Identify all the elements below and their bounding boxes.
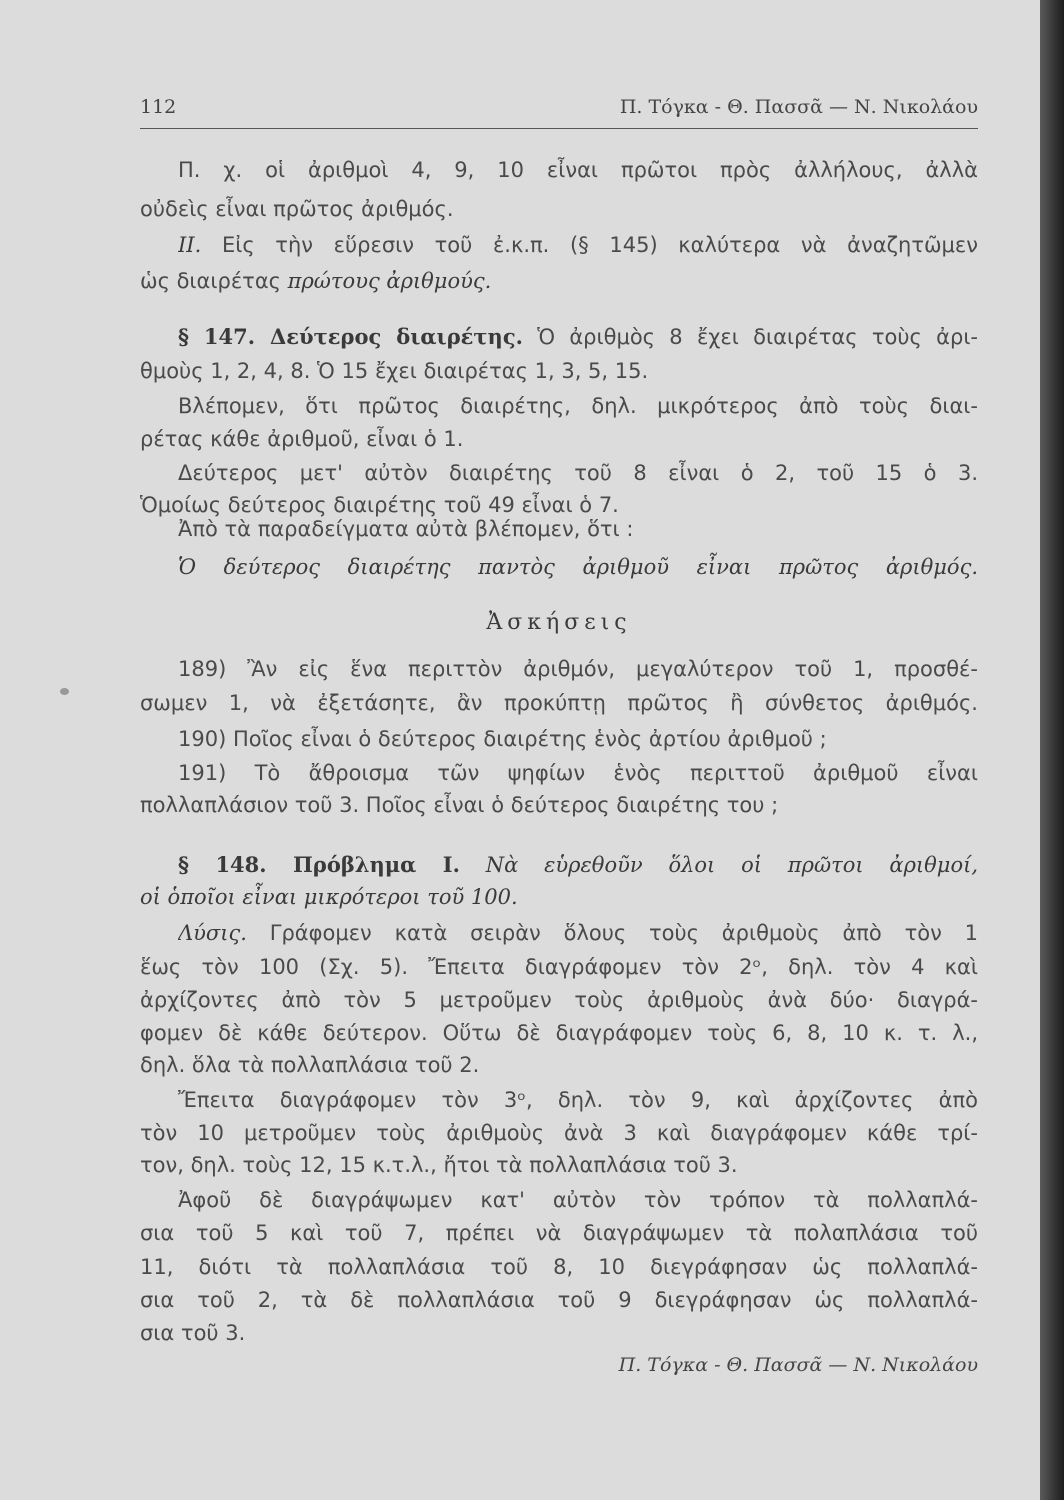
section-heading: § 147. Δεύτερος διαιρέτης. [178, 324, 523, 349]
text-span: Εἰς τὴν εὕρεσιν τοῦ ἐ.κ.π. (§ 145) καλύτερα νὰ ἀναζητῶμεν [201, 233, 978, 257]
text-line: ἕως τὸν 100 (Σχ. 5). Ἔπειτα διαγράφομεν τὸν 2ᵒ, δηλ. τὸν 4 καὶ [140, 955, 978, 979]
text-line: Βλέπομεν, ὅτι πρῶτος διαιρέτης, δηλ. μικρότερος ἀπὸ τοὺς διαι- [178, 394, 978, 418]
problem-title-continued: οἱ ὁποῖοι εἶναι μικρότεροι τοῦ 100. [140, 885, 518, 909]
paper-speck [60, 688, 69, 695]
problem-title: Νὰ εὑρεθοῦν ὅλοι οἱ πρῶτοι ἀριθμοί, [459, 853, 978, 877]
solution-label: Λύσις. [178, 921, 247, 945]
page-number: 112 [140, 96, 177, 118]
text-line: σια τοῦ 2, τὰ δὲ πολλαπλάσια τοῦ 9 διεγράφησαν ὡς πολλαπλά- [140, 1288, 978, 1312]
text-line: Π. χ. οἱ ἀριθμοὶ 4, 9, 10 εἶναι πρῶτοι πρὸς ἀλλήλους, ἀλλὰ [178, 158, 978, 182]
text-line: δηλ. ὅλα τὰ πολλαπλάσια τοῦ 2. [140, 1053, 480, 1077]
text-line: θμοὺς 1, 2, 4, 8. Ὁ 15 ἔχει διαιρέτας 1, 3, 5, 15. [140, 359, 649, 383]
text-line: Δεύτερος μετ' αὐτὸν διαιρέτης τοῦ 8 εἶναι ὁ 2, τοῦ 15 ὁ 3. [178, 461, 978, 485]
exercise-190: 190) Ποῖος εἶναι ὁ δεύτερος διαιρέτης ἑνὸς ἀρτίου ἀριθμοῦ ; [178, 727, 827, 751]
text-line: ρέτας κάθε ἀριθμοῦ, εἶναι ὁ 1. [140, 427, 464, 451]
section-147-first-line [178, 322, 978, 352]
page-header [140, 96, 978, 129]
text-line: ἀρχίζοντες ἀπὸ τὸν 5 μετροῦμεν τοὺς ἀριθμοὺς ἀνὰ δύο· διαγρά- [140, 988, 978, 1012]
text-line: Ἔπειτα διαγράφομεν τὸν 3ᵒ, δηλ. τὸν 9, καὶ ἀρχίζοντες ἀπὸ [178, 1088, 978, 1112]
text-span: ὡς διαιρέτας [140, 269, 288, 293]
exercises-title: Ἀσκήσεις [486, 610, 632, 635]
text-line [140, 266, 978, 296]
text-line: σια τοῦ 3. [140, 1321, 246, 1345]
section-148-first-line [178, 850, 978, 880]
text-line: Ἀπὸ τὰ παραδείγματα αὐτὰ βλέπομεν, ὅτι : [178, 517, 634, 541]
text-line: Ἀφοῦ δὲ διαγράψωμεν κατ' αὐτὸν τὸν τρόπον τὰ πολλαπλά- [178, 1188, 978, 1212]
text-line: Ὁμοίως δεύτερος διαιρέτης τοῦ 49 εἶναι ὁ 7. [140, 493, 619, 517]
page-footer: Π. Τόγκα - Θ. Πασσᾶ — Ν. Νικολάου [618, 1354, 978, 1376]
header-authors: Π. Τόγκα - Θ. Πασσᾶ — Ν. Νικολάου [619, 96, 978, 118]
rule-statement: Ὁ δεύτερος διαιρέτης παντὸς ἀριθμοῦ εἶναι πρῶτος ἀριθμός. [178, 555, 978, 579]
roman-numeral-mark: ΙΙ. [178, 233, 202, 257]
text-span: Γράφομεν κατὰ σειρὰν ὅλους τοὺς ἀριθμοὺς ἀπὸ τὸν 1 [246, 921, 978, 945]
text-line: τὸν 10 μετροῦμεν τοὺς ἀριθμοὺς ἀνὰ 3 καὶ διαγράφομεν κάθε τρί- [140, 1121, 978, 1145]
exercise-191: 191) Τὸ ἄθροισμα τῶν ψηφίων ἑνὸς περιττοῦ ἀριθμοῦ εἶναι [178, 761, 978, 785]
section-heading: § 148. Πρόβλημα Ι. [178, 852, 460, 877]
text-line [178, 230, 978, 260]
text-line: 11, διότι τὰ πολλαπλάσια τοῦ 8, 10 διεγράφησαν ὡς πολλαπλά- [140, 1255, 978, 1279]
page-edge-shadow [1040, 0, 1064, 1500]
text-line: οὐδεὶς εἶναι πρῶτος ἀριθμός. [140, 197, 454, 221]
text-line: πολλαπλάσιον τοῦ 3. Ποῖος εἶναι ὁ δεύτερος διαιρέτης του ; [140, 793, 779, 817]
text-line: σια τοῦ 5 καὶ τοῦ 7, πρέπει νὰ διαγράψωμεν τὰ πολαπλάσια τοῦ [140, 1221, 978, 1245]
text-line: σωμεν 1, νὰ ἐξετάσητε, ἂν προκύπτῃ πρῶτος ἢ σύνθετος ἀριθμός. [140, 691, 978, 715]
exercise-189: 189) Ἂν εἰς ἕνα περιττὸν ἀριθμόν, μεγαλύτερον τοῦ 1, προσθέ- [178, 657, 978, 681]
solution-first-line [178, 918, 978, 948]
text-span: Ὁ ἀριθμὸς 8 ἔχει διαιρέτας τοὺς ἀρι- [522, 325, 978, 349]
text-line: τον, δηλ. τοὺς 12, 15 κ.τ.λ., ἤτοι τὰ πολλαπλάσια τοῦ 3. [140, 1153, 738, 1177]
emphasis-text: πρώτους ἀριθμούς. [287, 269, 492, 293]
text-line: φομεν δὲ κάθε δεύτερον. Οὕτω δὲ διαγράφομεν τοὺς 6, 8, 10 κ. τ. λ., [140, 1021, 978, 1045]
